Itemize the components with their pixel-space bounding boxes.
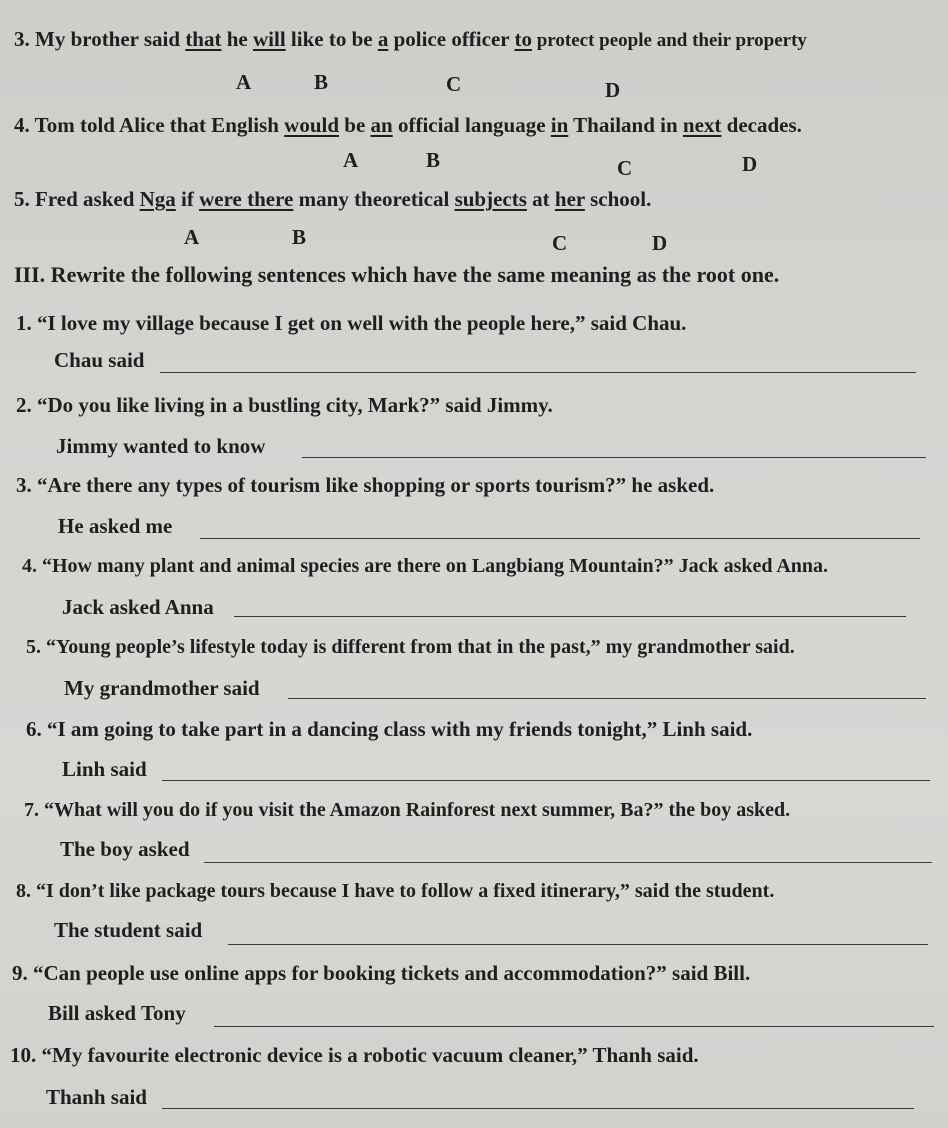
rewrite-item-4 xyxy=(22,553,828,579)
option-label-d: D xyxy=(742,152,758,176)
error-item-5 xyxy=(14,186,651,212)
item-number: 5. xyxy=(14,187,30,211)
error-item-4 xyxy=(14,112,802,138)
root-sentence: “I don’t like package tours because I have to follow a fixed itinerary,” said the student. xyxy=(36,880,775,902)
option-d-text: her xyxy=(554,187,585,211)
option-label-b: B xyxy=(426,148,441,172)
answer-prompt: Jack asked Anna xyxy=(62,595,214,619)
sentence-text: protect people and their property xyxy=(531,30,807,51)
answer-prompt: He asked me xyxy=(58,514,173,538)
root-sentence: “I am going to take part in a dancing class with my friends tonight,” Linh said. xyxy=(47,717,753,741)
root-sentence: “Young people’s lifestyle today is different from that in the past,” my grandmother said. xyxy=(46,636,795,658)
item-number: 2. xyxy=(16,393,32,417)
option-label-b: B xyxy=(292,225,307,249)
option-label-d: D xyxy=(652,231,668,255)
sentence-text: be xyxy=(339,113,371,137)
item-number: 3. xyxy=(16,473,32,497)
option-b-text: were there xyxy=(199,187,294,211)
answer-line[interactable] xyxy=(204,862,932,863)
item-number: 7. xyxy=(24,799,39,821)
option-a-text: Nga xyxy=(139,187,176,211)
answer-line[interactable] xyxy=(288,698,926,699)
sentence-text: Fred asked xyxy=(35,187,140,211)
answer-prompt: Linh said xyxy=(62,757,147,781)
root-sentence: “What will you do if you visit the Amazon Rainforest next summer, Ba?” the boy asked. xyxy=(44,799,791,821)
rewrite-item-2 xyxy=(16,392,553,418)
sentence-text: at xyxy=(526,187,555,211)
option-label-a: A xyxy=(343,148,359,172)
rewrite-item-1 xyxy=(16,310,686,336)
answer-line[interactable] xyxy=(228,944,928,945)
rewrite-item-6 xyxy=(26,716,752,742)
option-label-b: B xyxy=(314,70,329,94)
item-number: 10. xyxy=(10,1043,37,1067)
option-d-text: to xyxy=(514,27,532,51)
option-label-c: C xyxy=(617,156,633,180)
answer-prompt: Bill asked Tony xyxy=(48,1001,186,1025)
sentence-text: like to be xyxy=(285,27,378,51)
option-label-c: C xyxy=(446,72,462,96)
section-heading: III. Rewrite the following sentences which have the same meaning as the root one. xyxy=(14,262,780,287)
option-c-text: a xyxy=(377,27,389,51)
option-d-text: next xyxy=(682,113,722,137)
sentence-text: school. xyxy=(584,187,652,211)
answer-line[interactable] xyxy=(234,616,906,617)
item-number: 9. xyxy=(12,961,28,985)
sentence-text: many theoretical xyxy=(293,187,455,211)
item-number: 4. xyxy=(14,113,30,137)
answer-line[interactable] xyxy=(214,1026,934,1027)
answer-prompt: My grandmother said xyxy=(64,676,260,700)
answer-line[interactable] xyxy=(160,372,916,373)
sentence-text: he xyxy=(221,27,253,51)
option-b-text: an xyxy=(370,113,393,137)
sentence-text: Tom told Alice that English xyxy=(34,113,285,137)
sentence-text: if xyxy=(175,187,200,211)
rewrite-item-5 xyxy=(26,634,795,660)
item-number: 1. xyxy=(16,311,32,335)
item-number: 8. xyxy=(16,880,31,902)
sentence-text: Thailand in xyxy=(568,113,683,137)
option-a-text: that xyxy=(185,27,222,51)
item-number: 3. xyxy=(14,27,30,51)
option-b-text: will xyxy=(252,27,286,51)
rewrite-item-7 xyxy=(24,797,790,823)
option-c-text: in xyxy=(550,113,569,137)
option-label-c: C xyxy=(552,231,568,255)
answer-prompt: The boy asked xyxy=(60,837,190,861)
item-number: 5. xyxy=(26,636,41,658)
answer-prompt: Jimmy wanted to know xyxy=(56,434,266,458)
rewrite-item-9 xyxy=(12,960,750,986)
item-number: 6. xyxy=(26,717,42,741)
answer-line[interactable] xyxy=(302,457,926,458)
rewrite-item-8 xyxy=(16,878,774,904)
option-label-a: A xyxy=(184,225,200,249)
answer-line[interactable] xyxy=(162,780,930,781)
rewrite-item-10 xyxy=(10,1042,699,1068)
option-label-a: A xyxy=(236,70,252,94)
sentence-text: My brother said xyxy=(35,27,186,51)
answer-line[interactable] xyxy=(200,538,920,539)
rewrite-item-3 xyxy=(16,472,714,498)
root-sentence: “How many plant and animal species are there on Langbiang Mountain?” Jack asked Anna. xyxy=(42,555,829,577)
option-c-text: subjects xyxy=(454,187,527,211)
root-sentence: “Do you like living in a bustling city, Mark?” said Jimmy. xyxy=(37,393,553,417)
root-sentence: “Are there any types of tourism like shopping or sports tourism?” he asked. xyxy=(37,473,715,497)
option-label-d: D xyxy=(605,78,621,102)
root-sentence: “I love my village because I get on well with the people here,” said Chau. xyxy=(37,311,687,335)
answer-prompt: The student said xyxy=(54,918,203,942)
item-number: 4. xyxy=(22,555,37,577)
root-sentence: “My favourite electronic device is a robotic vacuum cleaner,” Thanh said. xyxy=(41,1043,699,1067)
sentence-text: official language xyxy=(392,113,551,137)
option-a-text: would xyxy=(284,113,340,137)
sentence-text: police officer xyxy=(388,27,515,51)
error-item-3 xyxy=(14,26,807,54)
sentence-text: decades. xyxy=(721,113,802,137)
answer-prompt: Thanh said xyxy=(46,1085,147,1109)
answer-prompt: Chau said xyxy=(54,348,145,372)
root-sentence: “Can people use online apps for booking tickets and accommodation?” said Bill. xyxy=(33,961,751,985)
answer-line[interactable] xyxy=(162,1108,914,1109)
